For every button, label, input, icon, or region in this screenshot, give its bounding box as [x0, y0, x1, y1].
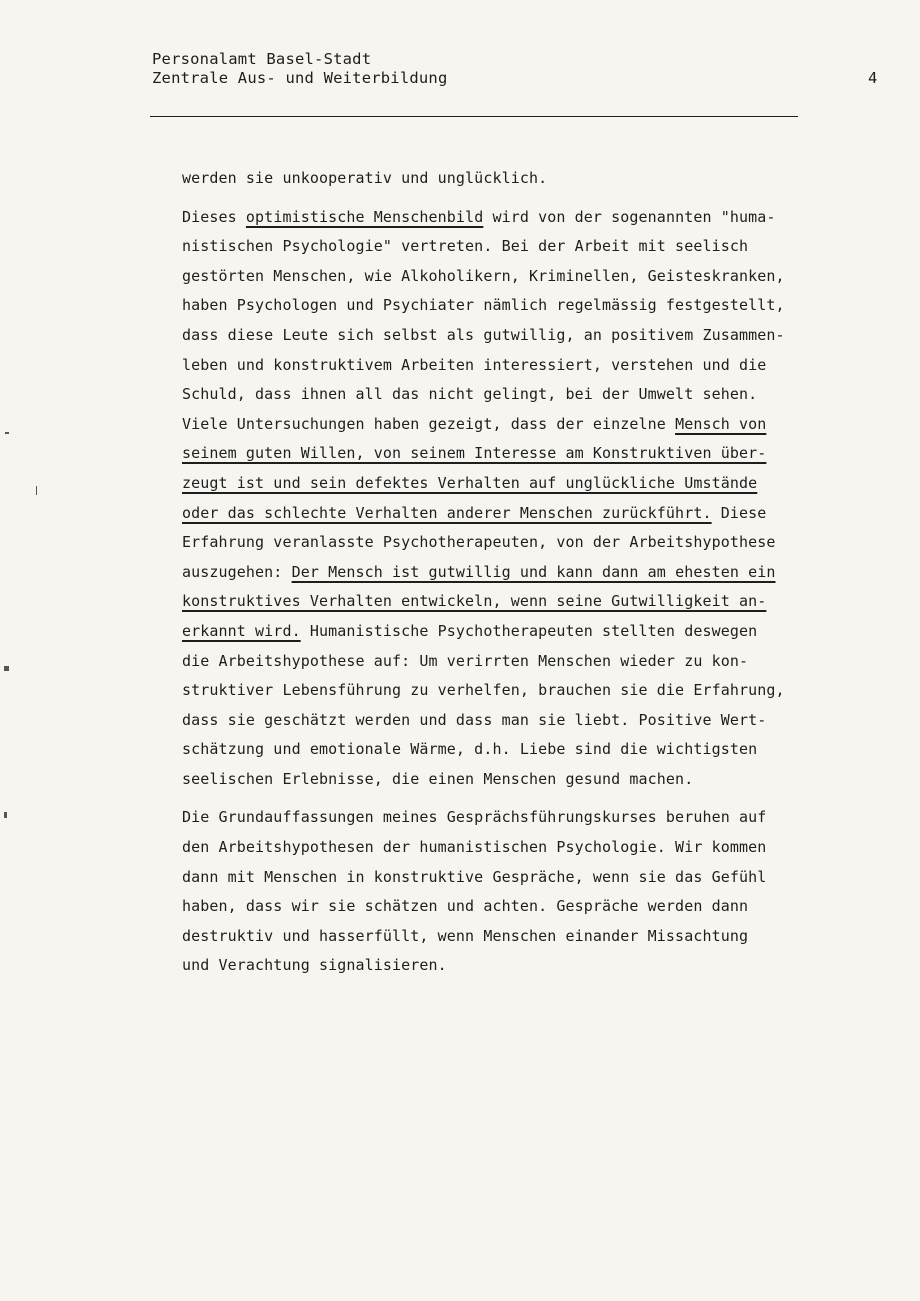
letterhead-department: Zentrale Aus- und Weiterbildung [152, 69, 448, 87]
underlined-text: Mensch von [675, 414, 767, 433]
text-segment: dann mit Menschen in konstruktive Gespräche, wenn sie das Gefühl [182, 867, 767, 886]
text-line [182, 469, 802, 499]
text-line [182, 617, 802, 647]
text-segment: die Arbeitshypothese auf: Um verirrten Menschen wieder zu kon- [182, 651, 749, 670]
text-line [182, 892, 802, 922]
text-line [182, 676, 802, 706]
text-segment: haben Psychologen und Psychiater nämlich regelmässig festgestellt, [182, 296, 785, 315]
text-segment: dass diese Leute sich selbst als gutwillig, an positivem Zusammen- [182, 325, 785, 344]
body-text [182, 164, 802, 981]
underlined-text: seinem guten Willen, von seinem Interesse am Konstruktiven über- [182, 444, 767, 463]
text-line [182, 765, 802, 795]
text-segment: destruktiv und hasserfüllt, wenn Menschen einander Missachtung [182, 926, 749, 945]
header-divider [150, 116, 798, 117]
text-line [182, 528, 802, 558]
paragraph [182, 164, 802, 194]
text-segment: Humanistische Psychotherapeuten stellten deswegen [300, 621, 758, 640]
text-segment: und Verachtung signalisieren. [182, 956, 447, 975]
text-segment: den Arbeitshypothesen der humanistischen Psychologie. Wir kommen [182, 838, 767, 857]
text-segment: haben, dass wir sie schätzen und achten. Gespräche werden dann [182, 897, 749, 916]
text-line [182, 410, 802, 440]
margin-speck [4, 666, 9, 671]
text-line [182, 803, 802, 833]
text-line [182, 380, 802, 410]
page-number: 4 [868, 69, 878, 87]
text-line [182, 164, 802, 194]
underlined-text: erkannt wird. [182, 621, 301, 640]
text-segment: nistischen Psychologie" vertreten. Bei der Arbeit mit seelisch [182, 237, 749, 256]
text-line [182, 951, 802, 981]
text-segment: Viele Untersuchungen haben gezeigt, dass der einzelne [182, 414, 676, 433]
text-segment: dass sie geschätzt werden und dass man sie liebt. Positive Wert- [182, 710, 767, 729]
text-segment: gestörten Menschen, wie Alkoholikern, Kriminellen, Geisteskranken, [182, 266, 785, 285]
paragraph [182, 203, 802, 795]
text-segment: auszugehen: [182, 562, 292, 581]
text-line [182, 291, 802, 321]
underlined-text: Der Mensch ist gutwillig und kann dann am ehesten ein [291, 562, 776, 581]
margin-speck [36, 486, 37, 495]
text-line [182, 587, 802, 617]
text-line [182, 558, 802, 588]
underlined-text: optimistische Menschenbild [245, 207, 484, 226]
text-segment: Die Grundauffassungen meines Gesprächsführungskurses beruhen auf [182, 808, 767, 827]
text-line [182, 863, 802, 893]
paragraph-gap [182, 194, 802, 203]
text-segment: wird von der sogenannten "huma- [483, 207, 776, 226]
letterhead-office: Personalamt Basel-Stadt [152, 50, 372, 68]
text-line [182, 499, 802, 529]
text-line [182, 922, 802, 952]
text-line [182, 262, 802, 292]
text-segment: seelischen Erlebnisse, die einen Menschen gesund machen. [182, 769, 694, 788]
text-segment: struktiver Lebensführung zu verhelfen, brauchen sie die Erfahrung, [182, 681, 785, 700]
text-line [182, 735, 802, 765]
text-line [182, 706, 802, 736]
text-segment: leben und konstruktivem Arbeiten interessiert, verstehen und die [182, 355, 767, 374]
text-segment: werden sie unkooperativ und unglücklich. [182, 169, 548, 187]
underlined-text: zeugt ist und sein defektes Verhalten auf unglückliche Umstände [182, 473, 758, 492]
paragraph-gap [182, 794, 802, 803]
letterhead [152, 50, 448, 88]
text-segment: Diese [711, 503, 767, 522]
text-line [182, 351, 802, 381]
text-segment: Dieses [182, 207, 246, 226]
text-segment: schätzung und emotionale Wärme, d.h. Liebe sind die wichtigsten [182, 740, 758, 759]
underlined-text: oder das schlechte Verhalten anderer Menschen zurückführt. [182, 503, 712, 522]
text-line [182, 439, 802, 469]
margin-speck [5, 432, 9, 434]
text-segment: Schuld, dass ihnen all das nicht gelingt, bei der Umwelt sehen. [182, 385, 758, 404]
text-line [182, 203, 802, 233]
text-line [182, 232, 802, 262]
text-line [182, 647, 802, 677]
text-line [182, 833, 802, 863]
margin-speck [4, 812, 7, 818]
text-segment: Erfahrung veranlasste Psychotherapeuten, von der Arbeitshypothese [182, 533, 776, 552]
text-line [182, 321, 802, 351]
paragraph [182, 803, 802, 981]
underlined-text: konstruktives Verhalten entwickeln, wenn seine Gutwilligkeit an- [182, 592, 767, 611]
